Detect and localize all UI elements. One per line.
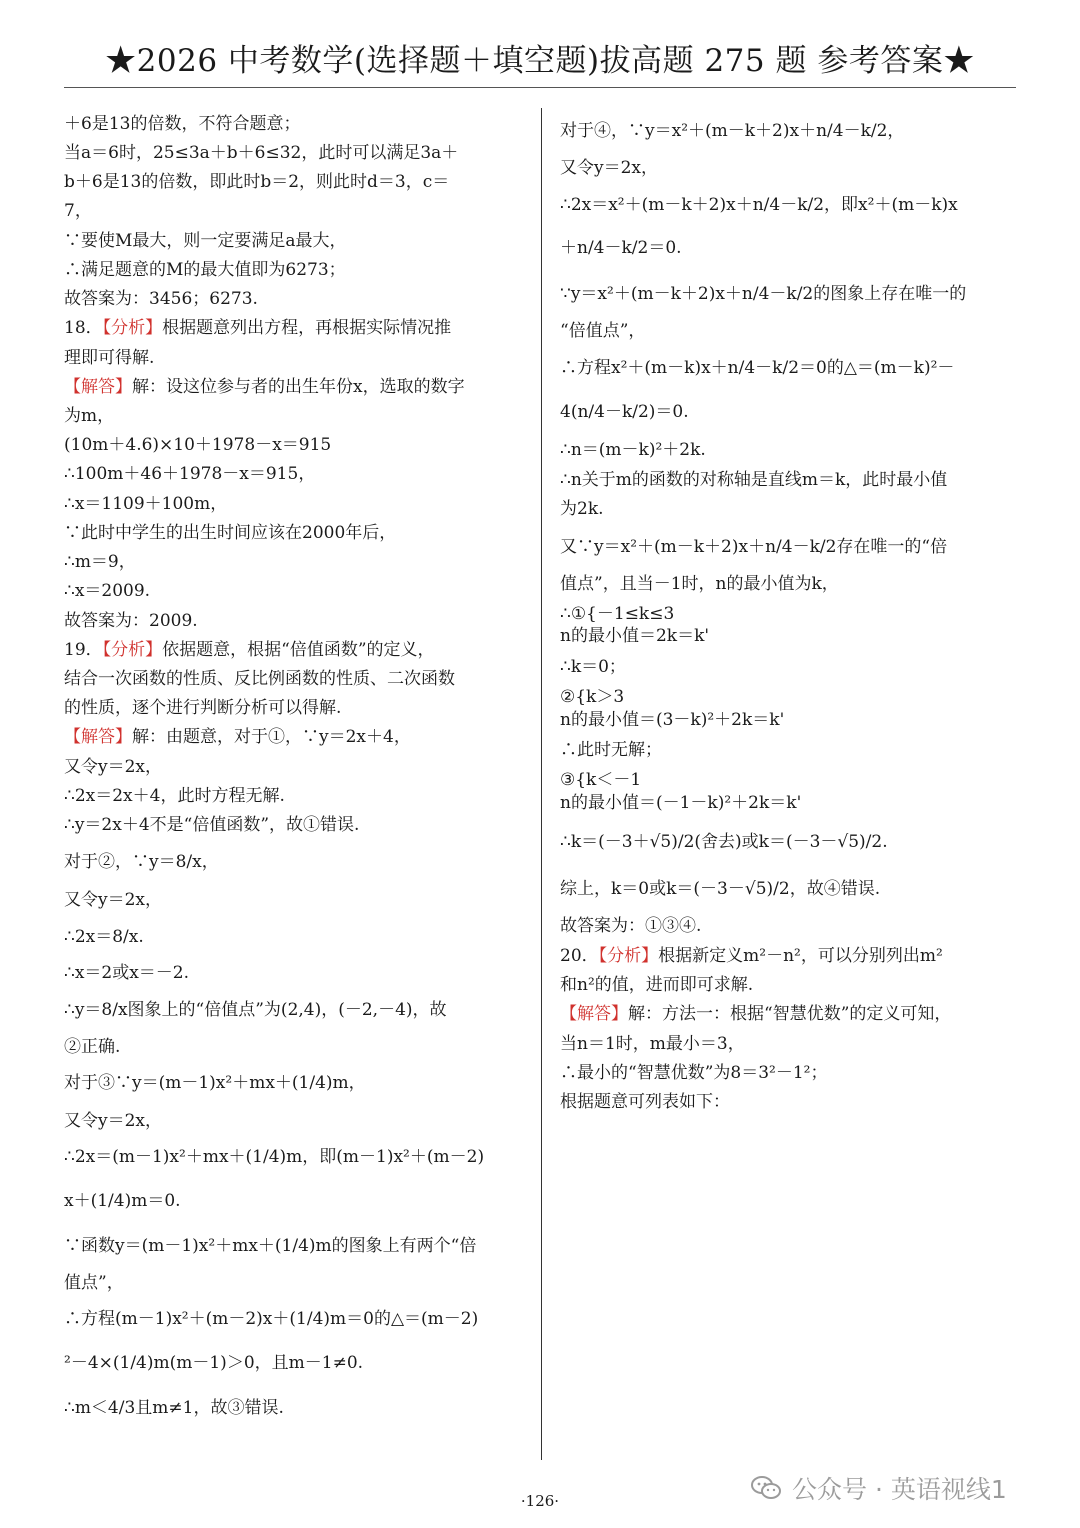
text-line: 为2k. xyxy=(560,499,604,519)
text-line: 值点”，且当－1时，n的最小值为k， xyxy=(560,574,839,594)
text-line: ∴y＝2x＋4不是“倍值函数”，故①错误. xyxy=(64,815,360,835)
text-line: 20．【分析】根据新定义m²－n²，可以分别列出m² xyxy=(560,946,943,966)
text-line: 根据题意可列表如下： xyxy=(560,1092,730,1112)
text-line: 综上，k＝0或k＝(－3－√5)/2，故④错误. xyxy=(560,879,881,899)
text-line: n的最小值＝(－1－k)²＋2k＝k' xyxy=(560,793,802,813)
watermark xyxy=(750,1470,1007,1506)
text-line: 4(n/4－k/2)＝0. xyxy=(560,402,689,422)
text-line: 当a＝6时，25≤3a＋b＋6≤32，此时可以满足3a＋ xyxy=(64,143,459,163)
text-line: 7， xyxy=(64,201,92,221)
section-tag: 【分析】 xyxy=(598,946,659,966)
section-tag: 【解答】 xyxy=(64,727,132,747)
text-line: ∵y＝x²＋(m－k＋2)x＋n/4－k/2的图象上存在唯一的 xyxy=(560,284,967,304)
text-line: ∴y＝8/x图象上的“倍值点”为(2,4)，(－2,－4)，故 xyxy=(64,1000,447,1020)
text-line: ③{k＜－1 xyxy=(560,770,642,790)
page-header: ★2026 中考数学(选择题＋填空题)拔高题 275 题 参考答案★ xyxy=(105,43,975,79)
text-line: 19．【分析】依据题意，根据“倍值函数”的定义， xyxy=(64,640,435,660)
text-line: ∴方程(m－1)x²＋(m－2)x＋(1/4)m＝0的△＝(m－2) xyxy=(64,1309,479,1329)
text-line: “倍值点”， xyxy=(560,321,646,341)
section-tag: 【分析】 xyxy=(102,318,163,338)
text-line: 值点”， xyxy=(64,1273,124,1293)
text-line: 【解答】解：方法一：根据“智慧优数”的定义可知， xyxy=(560,1004,952,1024)
section-tag: 【解答】 xyxy=(64,377,132,397)
text-line: ∴此时无解； xyxy=(560,740,662,760)
text-line: 对于④，∵y＝x²＋(m－k＋2)x＋n/4－k/2， xyxy=(560,121,905,141)
watermark-text: 公众号 · 英语视线1 xyxy=(792,1475,1007,1504)
section-tag: 【分析】 xyxy=(102,640,163,660)
page-number: ·126· xyxy=(520,1492,560,1510)
text-line: 故答案为：①③④. xyxy=(560,916,702,936)
text-line: b＋6是13的倍数，即此时b＝2，则此时d＝3，c＝ xyxy=(64,172,450,192)
wechat-icon xyxy=(750,1474,782,1502)
text-line: ∵函数y＝(m－1)x²＋mx＋(1/4)m的图象上有两个“倍 xyxy=(64,1236,477,1256)
text-line: ∴m＝9， xyxy=(64,552,136,572)
text-line: ∴k＝0； xyxy=(560,657,626,677)
text-line: x＋(1/4)m＝0. xyxy=(64,1191,181,1211)
text-line: ∴①{－1≤k≤3 xyxy=(560,604,675,624)
text-line: ∴x＝2或x＝－2. xyxy=(64,963,190,983)
text-line: ∴x＝1109＋100m， xyxy=(64,494,228,514)
text-line: ②{k＞3 xyxy=(560,687,625,707)
text-line: ∴k＝(－3＋√5)/2(舍去)或k＝(－3－√5)/2. xyxy=(560,832,888,852)
text-line: 理即可得解. xyxy=(64,348,155,368)
section-tag: 【解答】 xyxy=(560,1004,628,1024)
text-line: (10m＋4.6)×10＋1978－x＝915 xyxy=(64,435,332,455)
text-line: ∵要使M最大，则一定要满足a最大， xyxy=(64,231,347,251)
text-line: ∴x＝2009. xyxy=(64,581,151,601)
text-line: ∴n关于m的函数的对称轴是直线m＝k，此时最小值 xyxy=(560,470,948,490)
text-line: 和n²的值，进而即可求解. xyxy=(560,975,754,995)
text-line: n的最小值＝(3－k)²＋2k＝k' xyxy=(560,710,785,730)
text-line: 【解答】解：由题意，对于①，∵y＝2x＋4， xyxy=(64,727,411,747)
text-line: 的性质，逐个进行判断分析可以得解. xyxy=(64,698,342,718)
column-divider xyxy=(541,108,542,1460)
text-line: ∴n＝(m－k)²＋2k. xyxy=(560,440,706,460)
text-line: ＋6是13的倍数，不符合题意； xyxy=(64,114,301,134)
text-line: ∴2x＝8/x. xyxy=(64,927,144,947)
text-line: ＋n/4－k/2＝0. xyxy=(560,238,682,258)
text-line: ∴2x＝2x＋4，此时方程无解. xyxy=(64,786,285,806)
text-line: 又∵y＝x²＋(m－k＋2)x＋n/4－k/2存在唯一的“倍 xyxy=(560,537,948,557)
text-line: 结合一次函数的性质、反比例函数的性质、二次函数 xyxy=(64,669,455,689)
header-divider xyxy=(64,87,1016,88)
text-line: ∴满足题意的M的最大值即为6273； xyxy=(64,260,346,280)
text-line: 当n＝1时，m最小＝3， xyxy=(560,1034,745,1054)
text-line: n的最小值＝2k＝k' xyxy=(560,626,710,646)
text-line: 又令y＝2x， xyxy=(64,1111,163,1131)
text-line: ∴方程x²＋(m－k)x＋n/4－k/2＝0的△＝(m－k)²－ xyxy=(560,358,955,378)
text-line: 又令y＝2x， xyxy=(64,890,163,910)
text-line: 又令y＝2x， xyxy=(64,757,163,777)
text-line: ∴100m＋46＋1978－x＝915， xyxy=(64,464,316,484)
text-line: ²－4×(1/4)m(m－1)＞0，且m－1≠0. xyxy=(64,1353,364,1373)
text-line: 又令y＝2x， xyxy=(560,158,659,178)
text-line: 对于②，∵y＝8/x， xyxy=(64,852,219,872)
text-line: 故答案为：3456；6273. xyxy=(64,289,258,309)
text-line: ∴m＜4/3且m≠1，故③错误. xyxy=(64,1398,284,1418)
text-line: 故答案为：2009. xyxy=(64,611,198,631)
text-line: 【解答】解：设这位参与者的出生年份x，选取的数字 xyxy=(64,377,465,397)
text-line: 对于③∵y＝(m－1)x²＋mx＋(1/4)m， xyxy=(64,1073,366,1093)
text-line: 为m， xyxy=(64,406,115,426)
text-line: 18．【分析】根据题意列出方程，再根据实际情况推 xyxy=(64,318,452,338)
text-line: ∴2x＝x²＋(m－k＋2)x＋n/4－k/2，即x²＋(m－k)x xyxy=(560,195,958,215)
text-line: ∴2x＝(m－1)x²＋mx＋(1/4)m，即(m－1)x²＋(m－2) xyxy=(64,1147,485,1167)
text-line: ∵此时中学生的出生时间应该在2000年后， xyxy=(64,523,397,543)
text-line: ∴最小的“智慧优数”为8＝3²－1²； xyxy=(560,1063,828,1083)
text-line: ②正确. xyxy=(64,1037,121,1057)
